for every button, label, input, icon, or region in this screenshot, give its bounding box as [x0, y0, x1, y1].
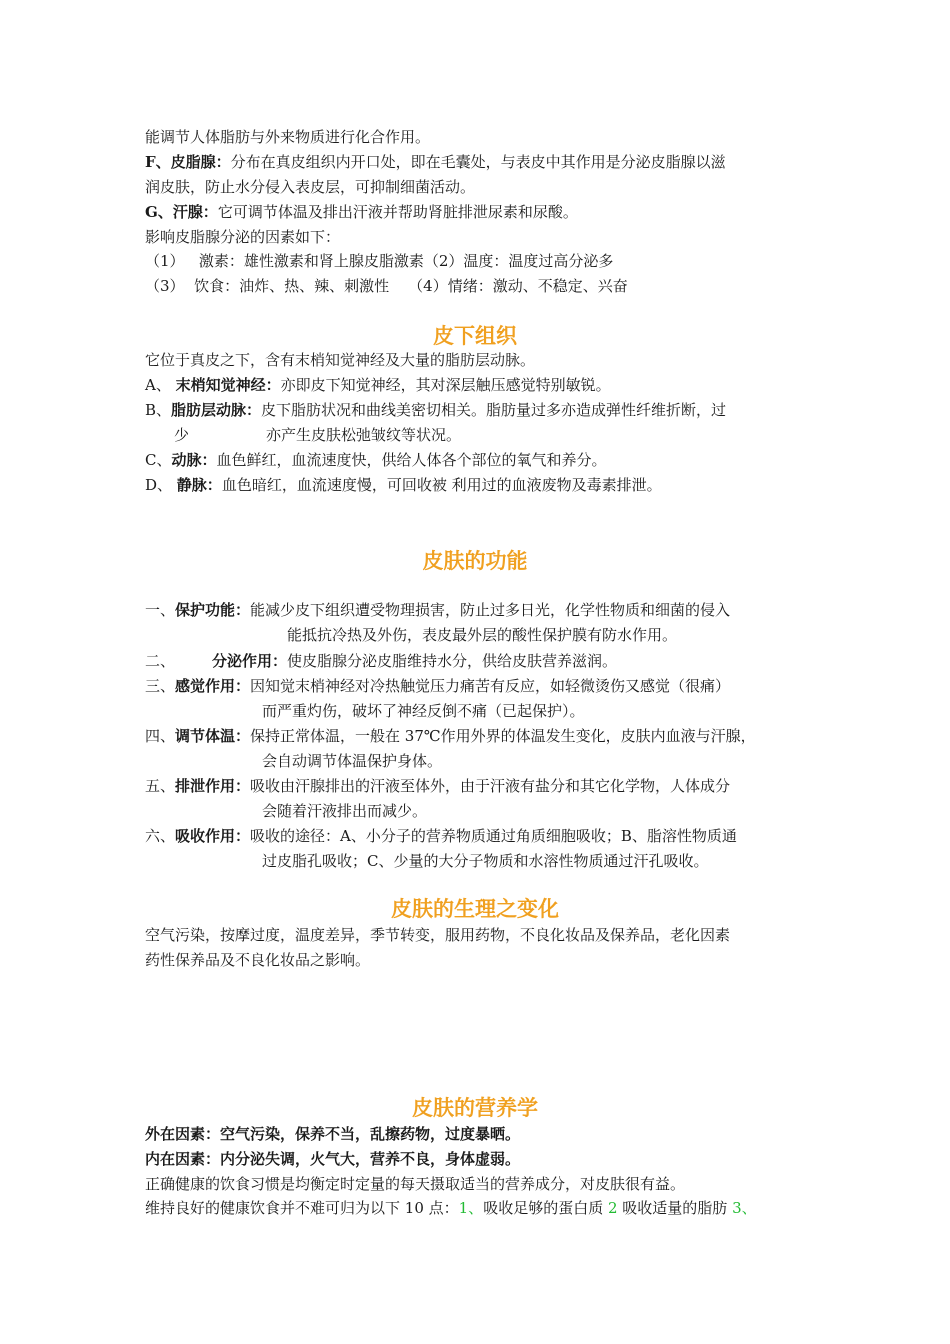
- text-line: 少: [174, 426, 190, 444]
- text-line: 会自动调节体温保护身体。: [262, 752, 443, 770]
- list-item-content: [212, 651, 617, 671]
- list-item: A、 末梢知觉神经：亦即皮下知觉神经，其对深层触压感觉特别敏锐。: [145, 376, 611, 394]
- item-label: 脂肪层动脉：: [171, 401, 262, 419]
- item-label: 动脉：: [171, 451, 217, 469]
- item-text: 能减少皮下组织遭受物理损害，防止过多日光，化学性物质和细菌的侵入: [250, 601, 731, 619]
- list-item: 五、排泄作用：吸收由汗腺排出的汗液至体外，由于汗液有盐分和其它化学物，人体成分: [145, 777, 731, 795]
- item-label: 保护功能：: [175, 601, 251, 619]
- text-line: 过皮脂孔吸收；C、少量的大分子物质和水溶性物质通过汗孔吸收。: [262, 852, 709, 870]
- item-text: 吸收由汗腺排出的汗液至体外，由于汗液有盐分和其它化学物，人体成分: [250, 777, 731, 795]
- list-item: 一、保护功能：能减少皮下组织遭受物理损害，防止过多日光，化学性物质和细菌的侵入: [145, 601, 731, 619]
- item-text: 分布在真皮组织内开口处，即在毛囊处，与表皮中其作用是分泌皮脂腺以滋: [230, 153, 726, 171]
- section-heading-nutrition: 皮肤的营养学: [412, 1096, 538, 1120]
- list-item: 四、调节体温：保持正常体温，一般在 37℃作用外界的体温发生变化，皮肤内血液与汗腺，: [145, 727, 756, 745]
- factor-line: （3） 饮食：油炸、热、辣、刺激性 （4）情绪：激动、不稳定、兴奋: [145, 277, 628, 295]
- item-text: 血色鲜红，血流速度快，供给人体各个部位的氧气和养分。: [216, 451, 607, 469]
- text-line: 空气污染，按摩过度，温度差异，季节转变，服用药物，不良化妆品及保养品，老化因素: [145, 926, 731, 944]
- item-text: 亦即皮下知觉神经，其对深层触压感觉特别敏锐。: [280, 376, 611, 394]
- item-label: 排泄作用：: [175, 777, 251, 795]
- item-label: 感觉作用：: [175, 677, 251, 695]
- text-line: 亦产生皮肤松弛皱纹等状况。: [266, 426, 462, 444]
- item-label: 静脉：: [176, 476, 222, 494]
- item-text: 它可调节体温及排出汗液并帮助肾脏排泄尿素和尿酸。: [217, 203, 578, 221]
- item-label: G、汗腺：: [145, 203, 218, 221]
- item-label: F、皮脂腺：: [145, 153, 231, 171]
- item-text: 皮下脂肪状况和曲线美密切相关。脂肪量过多亦造成弹性纤维折断，过: [261, 401, 727, 419]
- item-label: 分泌作用：: [212, 652, 288, 670]
- list-item: C、动脉：血色鲜红，血流速度快，供给人体各个部位的氧气和养分。: [145, 451, 607, 469]
- item-label: 末梢知觉神经：: [175, 376, 281, 394]
- text-line: 能调节人体脂肪与外来物质进行化合作用。: [145, 128, 431, 146]
- text-line: 影响皮脂腺分泌的因素如下：: [145, 228, 341, 246]
- text-line: 正确健康的饮食习惯是均衡定时定量的每天摄取适当的营养成分，对皮肤很有益。: [145, 1175, 686, 1193]
- item-text: 使皮脂腺分泌皮脂维持水分，供给皮肤营养滋润。: [287, 652, 618, 670]
- text-line: 而严重灼伤，破坏了神经反倒不痛（已起保护）。: [262, 702, 585, 720]
- item-text: 因知觉末梢神经对冷热触觉压力痛苦有反应，如轻微烫伤又感觉（很痛）: [250, 677, 731, 695]
- external-factors: 外在因素：空气污染，保养不当，乱擦药物，过度暴晒。: [145, 1125, 521, 1143]
- list-item: 三、感觉作用：因知觉末梢神经对冷热触觉压力痛苦有反应，如轻微烫伤又感觉（很痛）: [145, 677, 731, 695]
- section-heading-physiology: 皮肤的生理之变化: [391, 897, 559, 921]
- list-number: 3、: [732, 1199, 757, 1217]
- item-label: 吸收作用：: [175, 827, 251, 845]
- internal-factors: 内在因素：内分泌失调，火气大，营养不良，身体虚弱。: [145, 1150, 521, 1168]
- sebaceous-gland-item: [145, 152, 726, 172]
- list-number: 1、: [458, 1199, 484, 1217]
- list-item: 二、: [145, 652, 176, 670]
- sweat-gland-item: [145, 202, 578, 222]
- text-line: 会随着汗液排出而减少。: [262, 802, 428, 820]
- item-text: 吸收的途径：A、小分子的营养物质通过角质细胞吸收；B、脂溶性物质通: [250, 827, 737, 845]
- list-item: B、脂肪层动脉：皮下脂肪状况和曲线美密切相关。脂肪量过多亦造成弹性纤维折断，过: [145, 401, 727, 419]
- factor-line: （1） 激素：雄性激素和肾上腺皮脂激素（2）温度：温度过高分泌多: [145, 252, 614, 270]
- list-item: 六、吸收作用：吸收的途径：A、小分子的营养物质通过角质细胞吸收；B、脂溶性物质通: [145, 827, 737, 845]
- text-line: 维持良好的健康饮食并不难可归为以下 10 点：1、吸收足够的蛋白质 2 吸收适量的脂肪 3、: [145, 1199, 757, 1217]
- text-line: 它位于真皮之下，含有末梢知觉神经及大量的脂肪层动脉。: [145, 351, 536, 369]
- text-line: 能抵抗冷热及外伤，表皮最外层的酸性保护膜有防水作用。: [287, 626, 678, 644]
- text-line: 药性保养品及不良化妆品之影响。: [145, 951, 371, 969]
- list-number: 2: [607, 1199, 623, 1217]
- section-heading-subcutaneous: 皮下组织: [433, 324, 517, 348]
- item-label: 调节体温：: [175, 727, 251, 745]
- section-heading-functions: 皮肤的功能: [422, 549, 528, 573]
- text-line: 润皮肤，防止水分侵入表皮层，可抑制细菌活动。: [145, 178, 476, 196]
- item-text: 保持正常体温，一般在 37℃作用外界的体温发生变化，皮肤内血液与汗腺，: [250, 727, 756, 745]
- list-item: D、 静脉：血色暗红，血流速度慢，可回收被 利用过的血液废物及毒素排泄。: [145, 476, 662, 494]
- item-text: 血色暗红，血流速度慢，可回收被 利用过的血液废物及毒素排泄。: [221, 476, 662, 494]
